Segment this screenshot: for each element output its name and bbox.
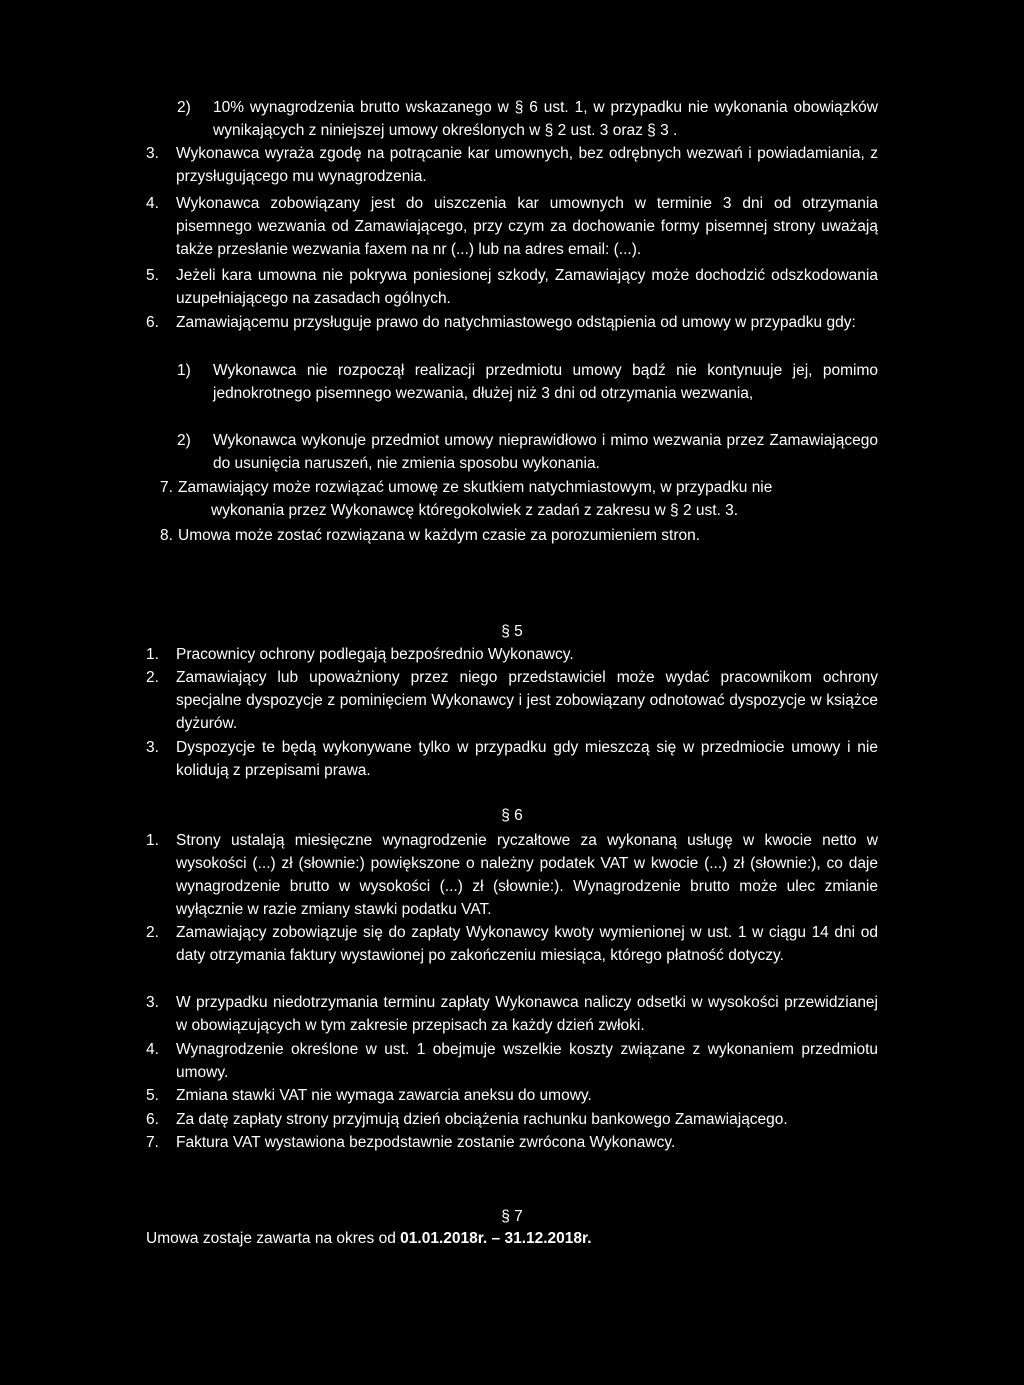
list-number: 4. <box>146 1041 159 1058</box>
list-text-continuation: wykonania przez Wykonawcę któregokolwiek z zadań z zakresu w § 2 ust. 3. <box>211 502 739 519</box>
section-6-item <box>146 1038 878 1084</box>
paragraph-6 <box>146 311 878 334</box>
list-number: 8. <box>160 527 173 544</box>
paragraph-7 <box>160 476 880 522</box>
list-number: 3. <box>146 145 159 162</box>
list-number: 2. <box>146 669 159 686</box>
section-6-item <box>146 829 878 921</box>
section-6-item <box>146 1131 878 1154</box>
list-number: 7. <box>146 1134 159 1151</box>
section-6-heading: § 6 <box>501 807 523 824</box>
list-text: Zamawiający może rozwiązać umowę ze skutkiem natychmiastowym, w przypadku nie <box>178 479 773 496</box>
contract-period-text: Umowa zostaje zawarta na okres od <box>146 1230 401 1247</box>
paragraph-4 <box>146 192 878 261</box>
list-text: 10% wynagrodzenia brutto wskazanego w § 6 ust. 1, w przypadku nie wykonania obowiązków wynikających z niniejszej umowy określonych w § 2 ust. 3 oraz § 3 . <box>213 99 878 139</box>
list-number: 2. <box>146 924 159 941</box>
section-6-item <box>146 1084 878 1107</box>
list-number: 6. <box>146 1111 159 1128</box>
list-number: 3. <box>146 994 159 1011</box>
list-number: 3. <box>146 739 159 756</box>
list-number: 1) <box>177 362 191 379</box>
list-text: Wykonawca nie rozpoczął realizacji przedmiotu umowy bądź nie kontynuuje jej, pomimo jednokrotnego pisemnego wezwania, dłużej niż 3 dni od otrzymania wezwania, <box>213 362 878 402</box>
list-text: Pracownicy ochrony podlegają bezpośrednio Wykonawcy. <box>176 646 574 663</box>
section-6-item <box>146 1108 886 1131</box>
contract-period <box>146 1227 886 1250</box>
list-text: Wykonawca wykonuje przedmiot umowy nieprawidłowo i mimo wezwania przez Zamawiającego do usunięcia naruszeń, nie zmienia sposobu wykonania. <box>213 432 878 472</box>
list-text: Wykonawca wyraża zgodę na potrącanie kar umownych, bez odrębnych wezwań i powiadamiania, z przysługującego mu wynagrodzenia. <box>176 145 878 185</box>
list-text: Strony ustalają miesięczne wynagrodzenie ryczałtowe za wykonaną usługę w kwocie netto w wysokości (...) zł (słownie:) powiększone o należny podatek VAT w kwocie (...) zł (słownie:), co daje wynagrodzenie brutto w wysokości (...) zł (słownie:). Wynagrodzenie brutto może ulec zmianie wyłącznie w razie zmiany stawki podatku VAT. <box>176 832 878 918</box>
section-5-item <box>146 736 878 782</box>
section-7-heading: § 7 <box>501 1208 523 1225</box>
list-number: 5. <box>146 267 159 284</box>
list-text: Za datę zapłaty strony przyjmują dzień obciążenia rachunku bankowego Zamawiającego. <box>176 1111 788 1128</box>
list-text: Jeżeli kara umowna nie pokrywa poniesionej szkody, Zamawiający może dochodzić odszkodowania uzupełniającego na zasadach ogólnych. <box>176 267 878 307</box>
list-number: 2) <box>177 432 191 449</box>
list-number: 1. <box>146 832 159 849</box>
paragraph-6-item-2 <box>177 429 878 475</box>
list-text: Zmiana stawki VAT nie wymaga zawarcia aneksu do umowy. <box>176 1087 592 1104</box>
section-5-item <box>146 643 878 666</box>
list-number: 5. <box>146 1087 159 1104</box>
section-6-item <box>146 921 878 967</box>
list-text: Zamawiający lub upoważniony przez niego przedstawiciel może wydać pracownikom ochrony specjalne dyspozycje z pominięciem Wykonawcy i jest zobowiązany odnotować dyspozycje w książce dyżurów. <box>176 669 878 732</box>
list-number: 1. <box>146 646 159 663</box>
list-number: 6. <box>146 314 159 331</box>
list-text: Zamawiającemu przysługuje prawo do natychmiastowego odstąpienia od umowy w przypadku gdy: <box>176 314 856 331</box>
penalty-item-2 <box>177 96 878 142</box>
paragraph-3 <box>146 142 878 188</box>
contract-period-dates: 01.01.2018r. – 31.12.2018r. <box>400 1230 592 1247</box>
paragraph-5 <box>146 264 878 310</box>
list-text: Umowa może zostać rozwiązana w każdym czasie za porozumieniem stron. <box>178 527 701 544</box>
list-text: Wykonawca zobowiązany jest do uiszczenia kar umownych w terminie 3 dni od otrzymania pisemnego wezwania od Zamawiającego, przy czym za dochowanie formy pisemnej strony uważają także przesłanie wezwania faxem na nr (...) lub na adres email: (...). <box>176 195 878 258</box>
paragraph-6-item-1 <box>177 359 878 405</box>
list-number: 4. <box>146 195 159 212</box>
section-5-item <box>146 666 878 735</box>
list-text: Faktura VAT wystawiona bezpodstawnie zostanie zwrócona Wykonawcy. <box>176 1134 676 1151</box>
list-number: 7. <box>160 479 173 496</box>
list-text: Dyspozycje te będą wykonywane tylko w przypadku gdy mieszczą się w przedmiocie umowy i nie kolidują z przepisami prawa. <box>176 739 878 779</box>
section-6-item <box>146 991 878 1037</box>
list-text: Wynagrodzenie określone w ust. 1 obejmuje wszelkie koszty związane z wykonaniem przedmiotu umowy. <box>176 1041 878 1081</box>
paragraph-8 <box>160 524 880 547</box>
section-5-heading: § 5 <box>501 623 523 640</box>
list-number: 2) <box>177 99 191 116</box>
list-text: W przypadku niedotrzymania terminu zapłaty Wykonawca naliczy odsetki w wysokości przewidzianej w obowiązujących w tym zakresie przepisach za każdy dzień zwłoki. <box>176 994 878 1034</box>
list-text: Zamawiający zobowiązuje się do zapłaty Wykonawcy kwoty wymienionej w ust. 1 w ciągu 14 dni od daty otrzymania faktury wystawionej po zakończeniu miesiąca, którego płatność dotyczy. <box>176 924 878 964</box>
